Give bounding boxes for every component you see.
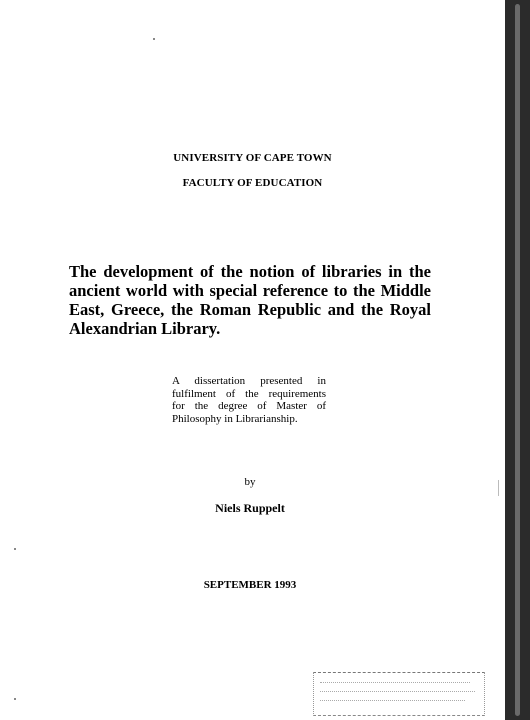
- submission-date: SEPTEMBER 1993: [203, 579, 297, 591]
- faculty-heading: FACULTY OF EDUCATION: [182, 177, 323, 189]
- scan-speck: [14, 548, 16, 550]
- by-label: by: [244, 476, 256, 488]
- dissertation-title: [69, 262, 431, 338]
- statement-line: fulfilment of the requirements: [172, 387, 326, 400]
- dissertation-statement: [172, 375, 326, 425]
- scan-speck: [14, 698, 16, 700]
- statement-line: Philosophy in Librarianship.: [172, 412, 298, 425]
- statement-line: A dissertation presented in: [172, 375, 326, 387]
- title-line: The development of the notion of libraries in the: [69, 262, 431, 281]
- faded-stamp: [313, 672, 485, 716]
- university-heading: UNIVERSITY OF CAPE TOWN: [173, 152, 332, 164]
- viewer-scrollbar[interactable]: [505, 0, 530, 720]
- title-line: Alexandrian Library.: [69, 319, 221, 338]
- statement-line: for the degree of Master of: [172, 400, 326, 412]
- author-name: Niels Ruppelt: [215, 501, 285, 515]
- title-line: East, Greece, the Roman Republic and the Royal: [69, 300, 431, 319]
- scrollbar-thumb[interactable]: [515, 4, 520, 716]
- title-line: ancient world with special reference to the Middle: [69, 281, 431, 300]
- scan-speck: [498, 480, 499, 496]
- scan-speck: [153, 38, 155, 40]
